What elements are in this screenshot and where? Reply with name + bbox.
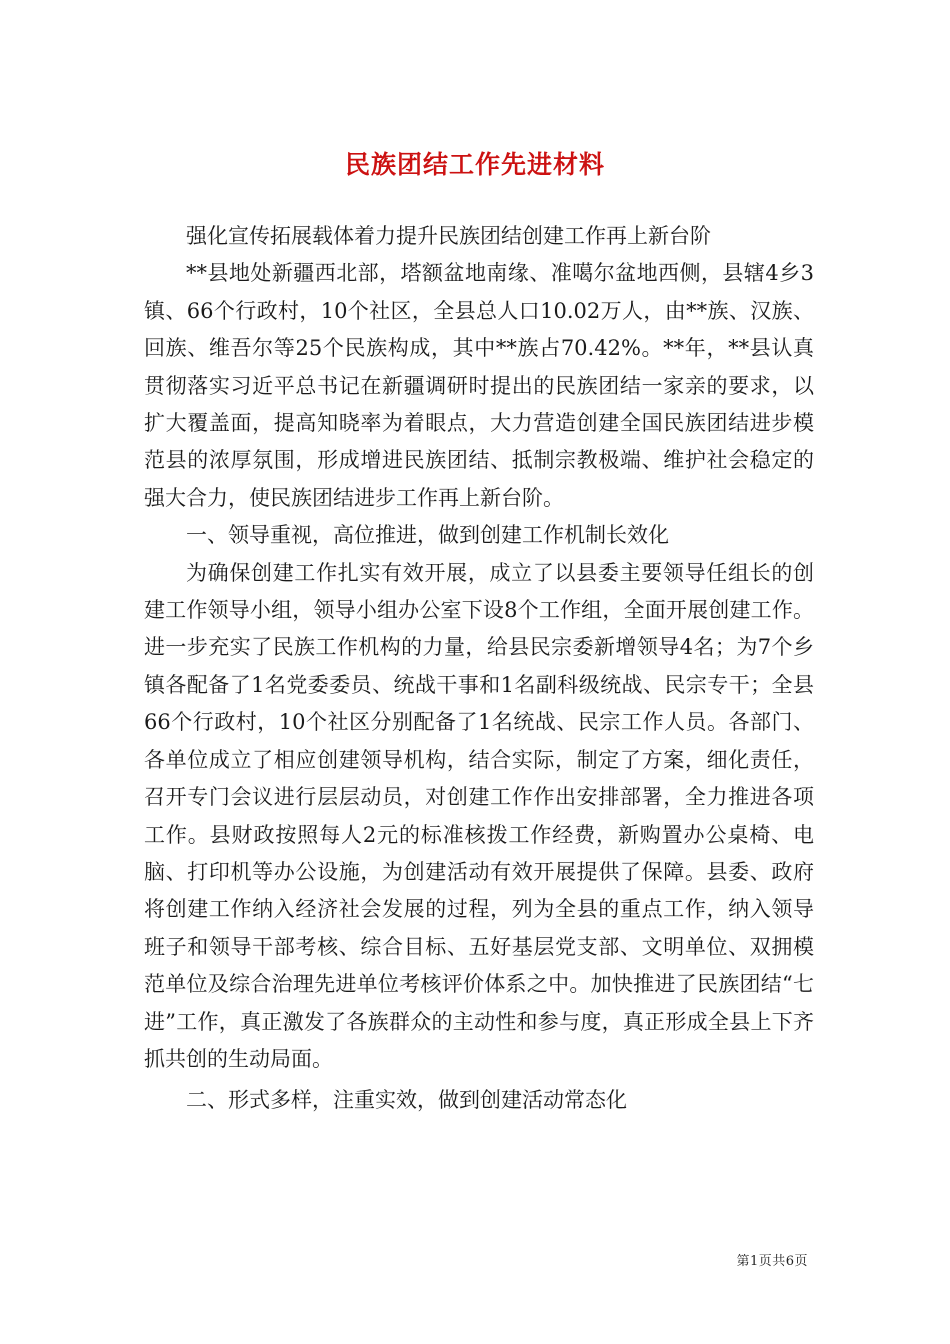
section-heading-1: 一、领导重视，高位推进，做到创建工作机制长效化: [186, 523, 669, 548]
document-title: 民族团结工作先进材料: [344, 149, 605, 179]
document-body: [144, 218, 814, 1120]
paragraph-section-1: 为确保创建工作扎实有效开展，成立了以县委主要领导任组长的创建工作领导小组，领导小组办公室下设8个工作组，全面开展创建工作。进一步充实了民族工作机构的力量，给县民宗委新增领导4名；为7个乡镇各配备了1名党委委员、统战干事和1名副科级统战、民宗专干；全县66个行政村，10个社区分别配备了1名统战、民宗工作人员。各部门、各单位成立了相应创建领导机构，结合实际，制定了方案，细化责任，召开专门会议进行层层动员，对创建工作作出安排部署，全力推进各项工作。县财政按照每人2元的标准核拨工作经费，新购置办公桌椅、电脑、打印机等办公设施，为创建活动有效开展提供了保障。县委、政府将创建工作纳入经济社会发展的过程，列为全县的重点工作，纳入领导班子和领导干部考核、综合目标、五好基层党支部、文明单位、双拥模范单位及综合治理先进单位考核评价体系之中。加快推进了民族团结“七进”工作，真正激发了各族群众的主动性和参与度，真正形成全县上下齐抓共创的生动局面。: [144, 560, 814, 1071]
paragraph-intro: **县地处新疆西北部，塔额盆地南缘、准噶尔盆地西侧，县辖4乡3镇、66个行政村，10个社区，全县总人口10.02万人，由**族、汉族、回族、维吾尔等25个民族构成，其中**族占70.42%。**年，**县认真贯彻落实习近平总书记在新疆调研时提出的民族团结一家亲的要求，以扩大覆盖面，提高知晓率为着眼点，大力营造创建全国民族团结进步模范县的浓厚氛围，形成增进民族团结、抵制宗教极端、维护社会稳定的强大合力，使民族团结进步工作再上新台阶。: [144, 261, 814, 510]
section-heading-2: 二、形式多样，注重实效，做到创建活动常态化: [186, 1088, 627, 1113]
page-number: 第1页共6页: [736, 1254, 808, 1269]
paragraph-subtitle: 强化宣传拓展载体着力提升民族团结创建工作再上新台阶: [186, 224, 711, 248]
